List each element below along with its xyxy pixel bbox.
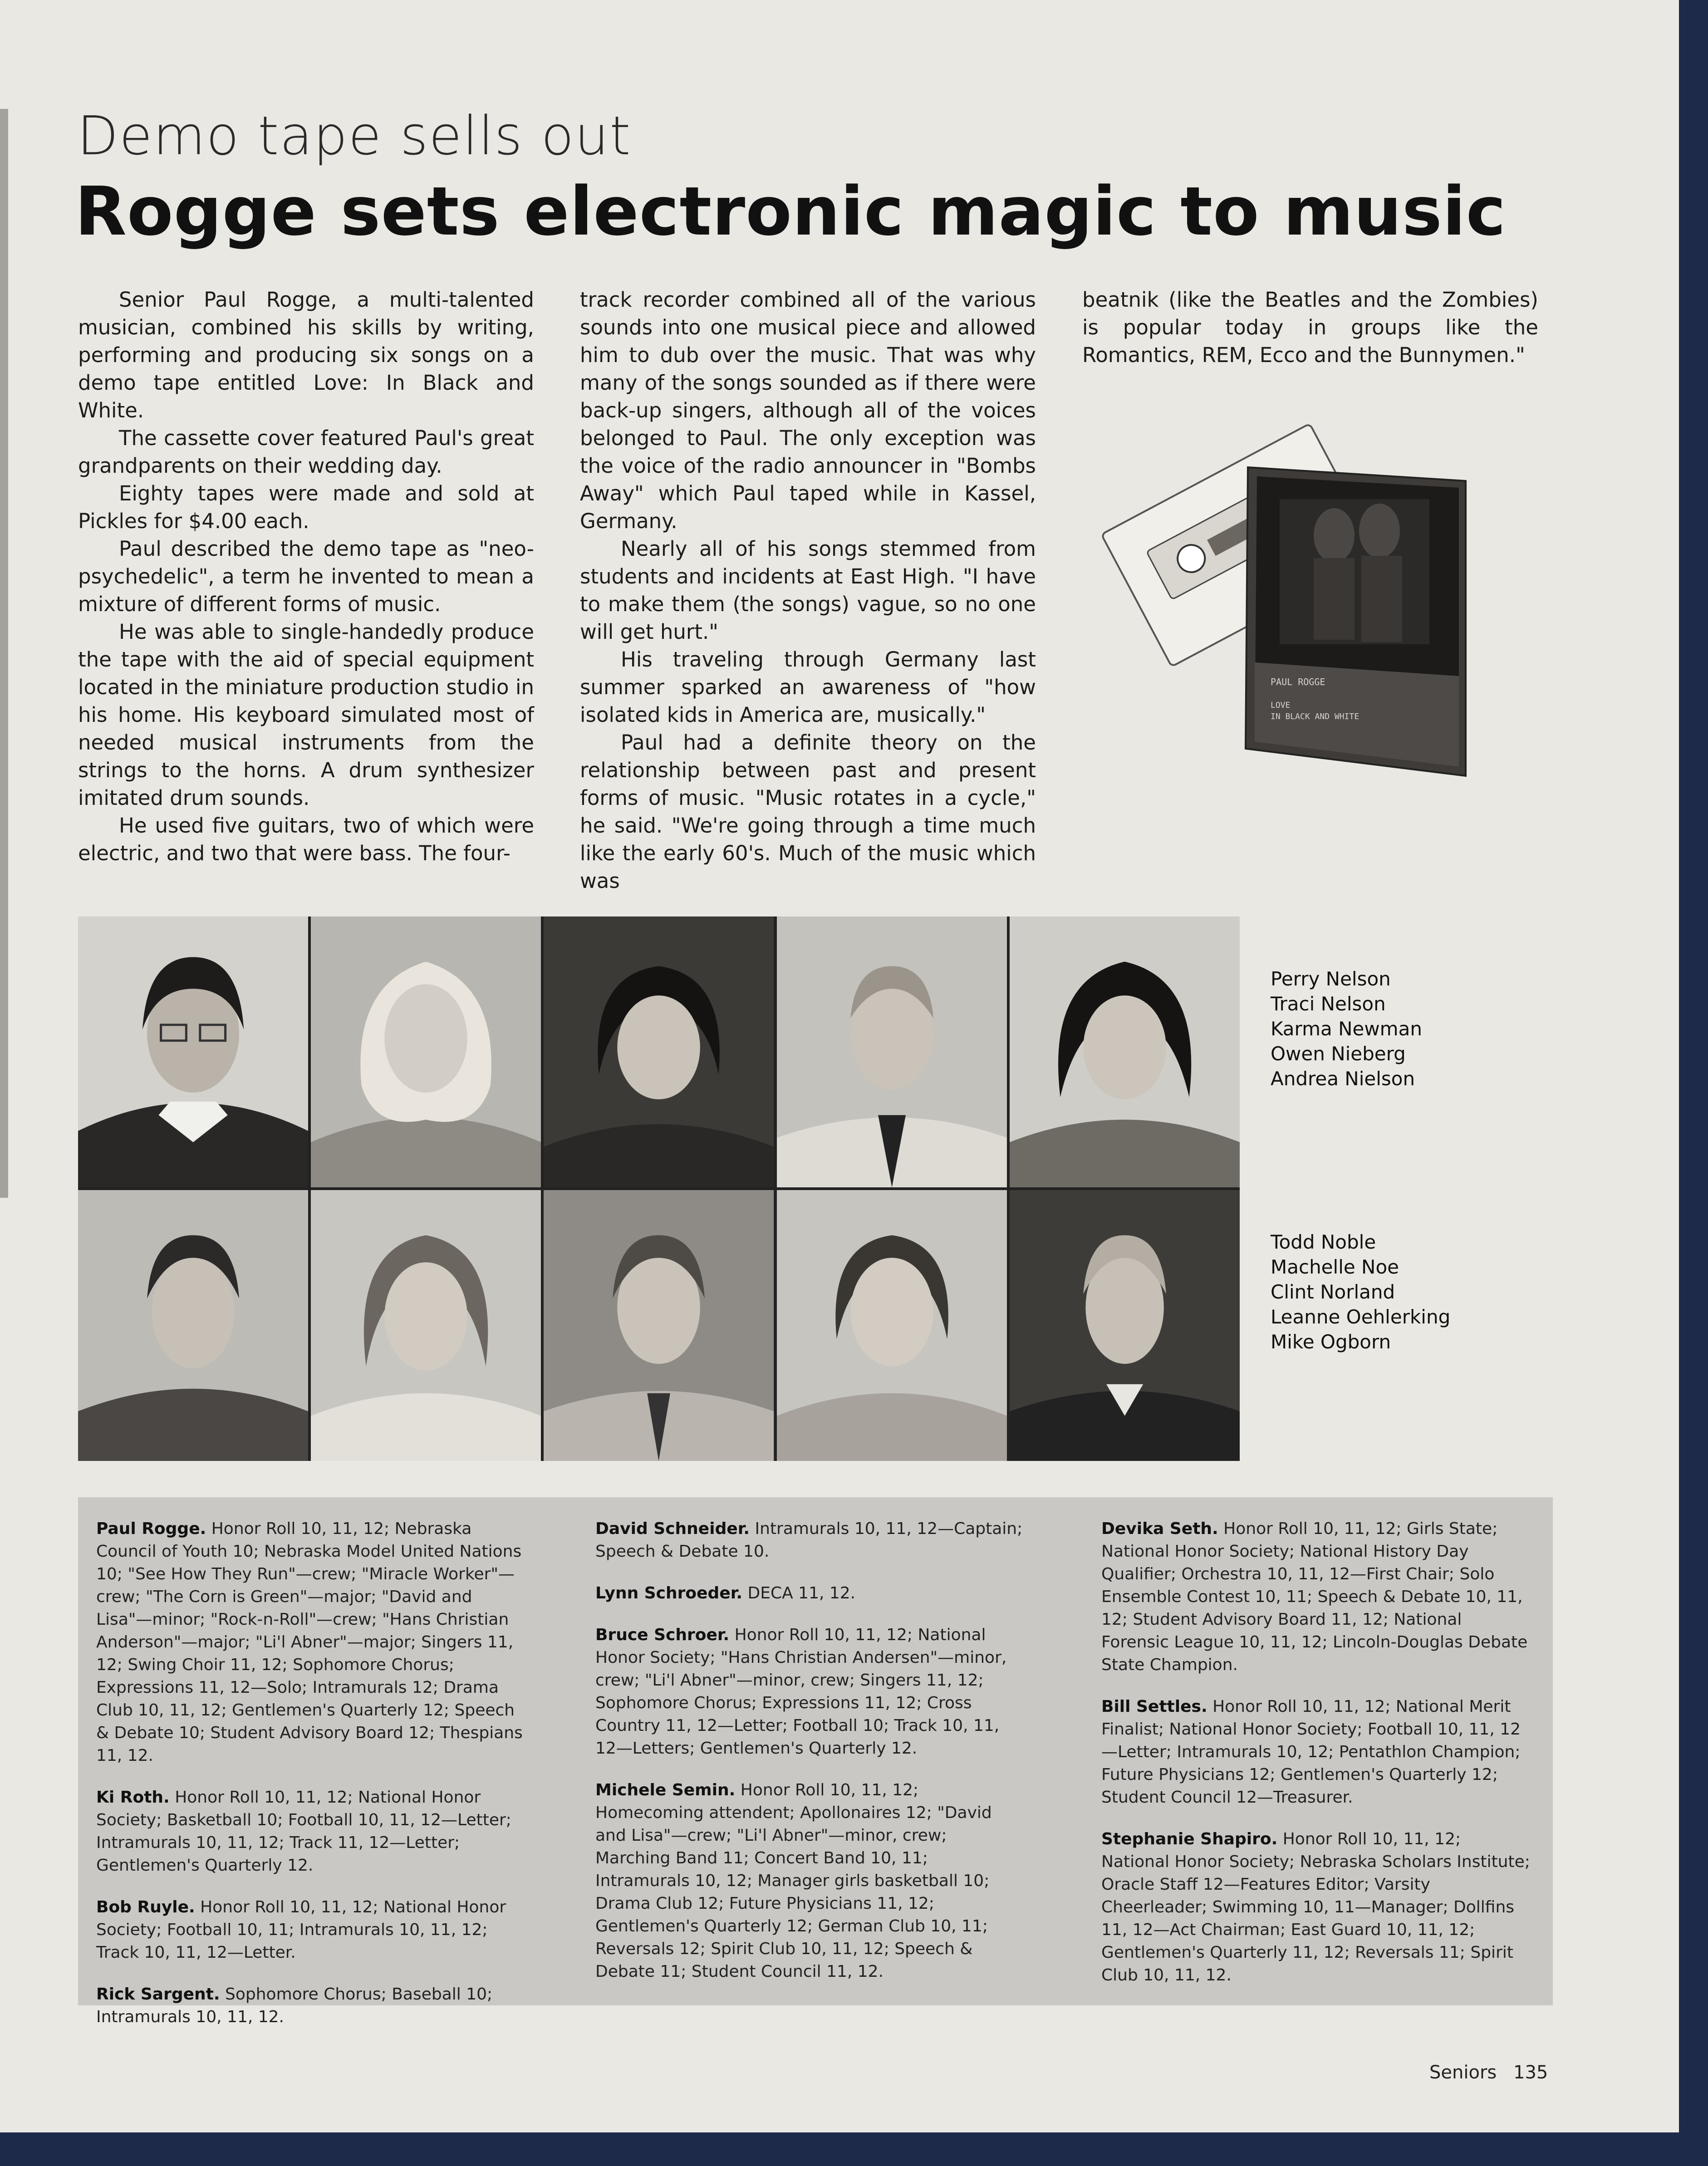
portrait-mike-ogborn: [1010, 1190, 1240, 1461]
cassette-label-title: LOVE: [1271, 701, 1291, 710]
bio-text: Honor Roll 10, 11, 12; National Honor Society; Nebraska Scholars Institute; Oracle Staff 12—Features Editor; Varsity Cheerleader; Swimming 10, 11—Manager; Dollfins 11, 12—Act Chairman; East Guard 10, 11, 12; Gentlemen's Quarterly 11, 12; Reversals 11; Spirit Club 10, 11, 12.: [1101, 1830, 1530, 1985]
article-paragraph: His traveling through Germany last summer sparked an awareness of "how isolated kids in America are, musically.": [580, 647, 1036, 727]
bio-text: Honor Roll 10, 11, 12; Girls State; National Honor Society; National History Day Qualifier; Orchestra 10, 11, 12—First Chair; Solo Ensemble Contest 10, 11; Speech & Debate 10, 11, 12; Student Advisory Board 11, 12; National Forensic League 10, 11, 12; Lincoln-Douglas Debate State Champion.: [1101, 1519, 1528, 1674]
bio-name: Stephanie Shapiro.: [1101, 1830, 1278, 1848]
portrait-photo: [544, 916, 774, 1187]
article-paragraph: track recorder combined all of the various sounds into one musical piece and allowed him to dub over the music. That was why many of the songs sounded as if there were back-up singers, although all of the voices belonged to Paul. The only exception was the voice of the radio announcer in "Bombs Away" which Paul taped while in Kassel, Germany.: [580, 288, 1036, 533]
student-name: Clint Norland: [1271, 1281, 1395, 1303]
bio-name: Paul Rogge.: [96, 1519, 206, 1538]
bio-text: Honor Roll 10, 11, 12; National Honor Society; Football 10, 11; Intramurals 10, 11, 12; Track 10, 11, 12—Letter.: [96, 1898, 506, 1962]
bio-entry: [595, 1779, 1024, 1983]
portrait-perry-nelson: [78, 916, 308, 1187]
bio-entry: [595, 1624, 1024, 1760]
main-headline: Rogge sets electronic magic to music: [75, 172, 1507, 250]
article-paragraph: He was able to single-handedly produce the tape with the aid of special equipment located in the miniature production studio in his home. His keyboard simulated most of needed musical instruments from the strings to the horns. A drum synthesizer imitated drum sounds.: [78, 620, 534, 810]
page-number: 135: [1513, 2062, 1548, 2083]
student-name: Karma Newman: [1271, 1018, 1422, 1040]
bio-text: DECA 11, 12.: [742, 1584, 856, 1602]
student-name: Perry Nelson: [1271, 968, 1391, 990]
portrait-leanne-oehlerking: [777, 1190, 1007, 1461]
bio-name: Lynn Schroeder.: [595, 1584, 743, 1602]
bio-name: Michele Semin.: [595, 1781, 736, 1799]
bio-text: Sophomore Chorus; Baseball 10; Intramurals 10, 11, 12.: [96, 1985, 493, 2026]
bio-entry: [96, 1518, 525, 1767]
bio-name: David Schneider.: [595, 1519, 750, 1538]
student-name: Todd Noble: [1271, 1231, 1376, 1253]
portrait-todd-noble: [78, 1190, 308, 1461]
bio-text: Honor Roll 10, 11, 12; National Honor Society; Basketball 10; Football 10, 11, 12—Letter; Intramurals 10, 11, 12; Track 11, 12—Letter; Gentlemen's Quarterly 12.: [96, 1788, 511, 1875]
bio-column-1: [96, 1518, 525, 2048]
article-paragraph: beatnik (like the Beatles and the Zombies) is popular today in groups like the Romantics, REM, Ecco and the Bunnymen.": [1082, 288, 1538, 367]
student-name: Leanne Oehlerking: [1271, 1306, 1451, 1328]
student-name: Mike Ogborn: [1271, 1331, 1391, 1353]
portrait-grid: [78, 916, 1240, 1461]
bio-name: Bob Ruyle.: [96, 1898, 195, 1916]
portrait-photo: [78, 1190, 308, 1461]
portrait-photo: [1010, 916, 1240, 1187]
portrait-owen-nieberg: [777, 916, 1007, 1187]
bio-text: Honor Roll 10, 11, 12; Nebraska Council of Youth 10; Nebraska Model United Nations 10; "See How They Run"—crew; "Miracle Worker"—crew; "The Corn is Green"—major; "David and Lisa"—minor; "Rock-n-Roll"—crew; "Hans Christian Anderson"—major; "Li'l Abner"—major; Singers 11, 12; Swing Choir 11, 12; Sophomore Chorus; Expressions 11, 12—Solo; Intramurals 12; Drama Club 10, 11, 12; Gentlemen's Quarterly 12; Speech & Debate 10; Student Advisory Board 12; Thespians 11, 12.: [96, 1519, 523, 1765]
article-paragraph: Senior Paul Rogge, a multi-talented musician, combined his skills by writing, performing and producing six songs on a demo tape entitled Love: In Black and White.: [78, 288, 534, 422]
kicker-headline: Demo tape sells out: [77, 104, 632, 167]
portrait-photo: [777, 1190, 1007, 1461]
bio-column-3: [1101, 1518, 1530, 2006]
article-paragraph: Paul had a definite theory on the relationship between past and present forms of music. "Music rotates in a cycle," he said. "We're going through a time much like the early 60's. Much of the music which was: [580, 730, 1036, 893]
student-name: Andrea Nielson: [1271, 1068, 1415, 1090]
article-paragraph: The cassette cover featured Paul's great grandparents on their wedding day.: [78, 426, 534, 478]
bio-entry: [1101, 1518, 1530, 1676]
bio-name: Ki Roth.: [96, 1788, 170, 1807]
name-list-top-row: [1271, 966, 1422, 1091]
portrait-machelle-noe: [311, 1190, 541, 1461]
bio-entry: [1101, 1696, 1530, 1809]
portrait-photo: [544, 1190, 774, 1461]
footer-section-label: Seniors: [1429, 2062, 1497, 2083]
bio-text: Intramurals 10, 11, 12—Captain; Speech & Debate 10.: [595, 1519, 1023, 1561]
portrait-photo: [311, 1190, 541, 1461]
cassette-tape-photo: [1089, 386, 1475, 803]
bio-entry: [595, 1518, 1024, 1563]
student-name: Traci Nelson: [1271, 993, 1386, 1015]
portrait-photo: [78, 916, 308, 1187]
name-list-bottom-row: [1271, 1230, 1450, 1354]
article-paragraph: He used five guitars, two of which were electric, and two that were bass. The four-: [78, 813, 534, 865]
bio-entry: [595, 1582, 1024, 1605]
bio-name: Bill Settles.: [1101, 1697, 1207, 1716]
portrait-photo: [311, 916, 541, 1187]
cassette-label-artist: PAUL ROGGE: [1271, 676, 1325, 687]
bio-entry: [96, 1983, 525, 2029]
bio-entry: [96, 1786, 525, 1877]
student-name: Machelle Noe: [1271, 1256, 1399, 1278]
portrait-photo: [1010, 1190, 1240, 1461]
portrait-karma-newman: [544, 916, 774, 1187]
bio-column-2: [595, 1518, 1024, 2002]
bio-text: Honor Roll 10, 11, 12; National Honor Society; "Hans Christian Andersen"—minor, crew; "Li'l Abner"—minor, crew; Singers 11, 12; Sophomore Chorus; Expressions 11, 12; Cross Country 11, 12—Letter; Football 10; Track 10, 11, 12—Letters; Gentlemen's Quarterly 12.: [595, 1626, 1007, 1758]
article-paragraph: Eighty tapes were made and sold at Pickles for $4.00 each.: [78, 481, 534, 533]
portrait-photo: [777, 916, 1007, 1187]
bio-text: Honor Roll 10, 11, 12; Homecoming attendent; Apollonaires 12; "David and Lisa"—crew; "Li'l Abner"—minor, crew; Marching Band 11; Concert Band 10, 11; Intramurals 10, 12; Manager girls basketball 10; Drama Club 12; Future Physicians 11, 12; Gentlemen's Quarterly 12; German Club 10, 11; Reversals 12; Spirit Club 10, 11, 12; Speech & Debate 11; Student Council 11, 12.: [595, 1781, 992, 1981]
cassette-illustration: [1089, 386, 1475, 803]
bio-entry: [96, 1896, 525, 1964]
portrait-clint-norland: [544, 1190, 774, 1461]
senior-bios-box: [78, 1497, 1553, 2026]
bio-entry: [1101, 1828, 1530, 1987]
bio-name: Devika Seth.: [1101, 1519, 1218, 1538]
cassette-label-subtitle: IN BLACK AND WHITE: [1271, 712, 1360, 721]
bio-text: Honor Roll 10, 11, 12; National Merit Finalist; National Honor Society; Football 10, 11, 12—Letter; Intramurals 10, 12; Pentathlon Champion; Future Physicians 12; Gentlemen's Quarterly 12; Student Council 12—Treasurer.: [1101, 1697, 1521, 1807]
article-paragraph: Nearly all of his songs stemmed from students and incidents at East High. "I have to make them (the songs) vague, so no one will get hurt.": [580, 537, 1036, 644]
article-column-2: [580, 286, 1036, 895]
student-name: Owen Nieberg: [1271, 1043, 1406, 1065]
bio-name: Rick Sargent.: [96, 1985, 220, 2004]
article-paragraph: Paul described the demo tape as "neo-psychedelic", a term he invented to mean a mixture of different forms of music.: [78, 537, 534, 616]
bio-name: Bruce Schroer.: [595, 1626, 730, 1644]
portrait-traci-nelson: [311, 916, 541, 1187]
portrait-andrea-nielson: [1010, 916, 1240, 1187]
article-column-3: [1082, 286, 1538, 369]
article-column-1: [78, 286, 534, 867]
page-edge-strip: [0, 109, 8, 1198]
cassette-case: [1246, 467, 1466, 776]
